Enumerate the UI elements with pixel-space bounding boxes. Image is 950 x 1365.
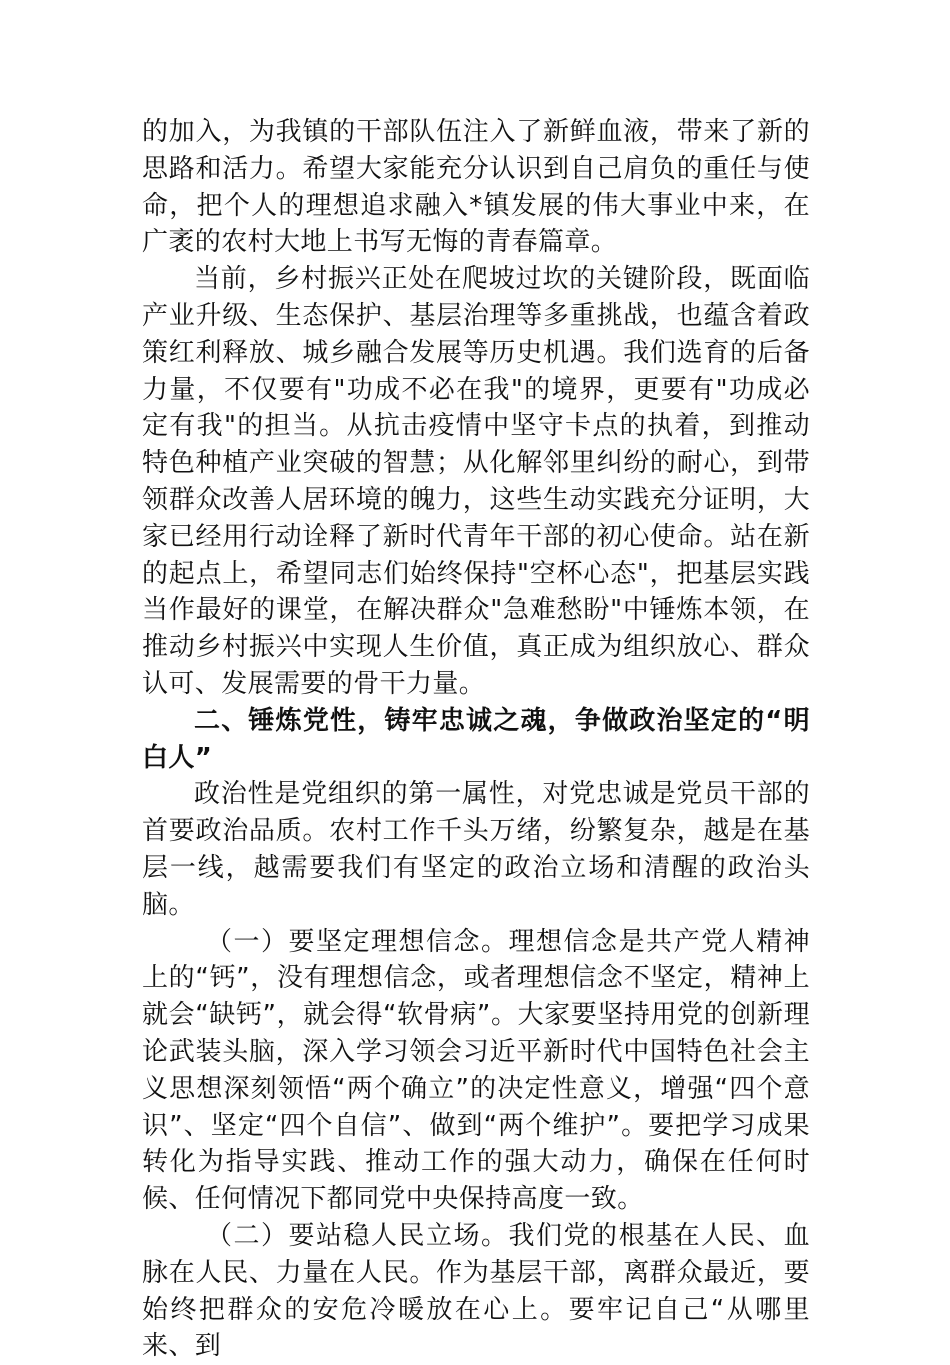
subsection-one-paragraph: （一）要坚定理想信念。理想信念是共产党人精神上的“钙”，没有理想信念，或者理想信念不坚定，精神上就会“缺钙”，就会得“软骨病”。大家要坚持用党的创新理论武装头脑，深入学习领会习近平新时代中国特色社会主义思想深刻领悟“两个确立”的决定性意义，增强“四个意识”、坚定“四个自信”、做到“两个维护”。要把学习成果转化为指导实践、推动工作的强大动力，确保在任何时候、任何情况下都同党中央保持高度一致。 [142, 926, 810, 1215]
political-paragraph: 政治性是党组织的第一属性，对党忠诚是党员干部的首要政治品质。农村工作千头万绪，纷繁复杂，越是在基层一线，越需要我们有坚定的政治立场和清醒的政治头脑。 [142, 779, 810, 920]
continuation-paragraph: 的加入，为我镇的干部队伍注入了新鲜血液，带来了新的思路和活力。希望大家能充分认识到自己肩负的重任与使命，把个人的理想追求融入*镇发展的伟大事业中来，在广袤的农村大地上书写无悔的青春篇章。 [142, 117, 810, 258]
document-page [142, 114, 810, 1365]
subsection-two-paragraph: （二）要站稳人民立场。我们党的根基在人民、血脉在人民、力量在人民。作为基层干部，离群众最近，要始终把群众的安危冷暖放在心上。要牢记自己“从哪里来、到 [142, 1220, 810, 1362]
current-situation-paragraph: 当前，乡村振兴正处在爬坡过坎的关键阶段，既面临产业升级、生态保护、基层治理等多重挑战，也蕴含着政策红利释放、城乡融合发展等历史机遇。我们选育的后备力量，不仅要有"功成不必在我"的境界，更要有"功成必定有我"的担当。从抗击疫情中坚守卡点的执着，到推动特色种植产业突破的智慧；从化解邻里纠纷的耐心，到带领群众改善人居环境的魄力，这些生动实践充分证明，大家已经用行动诠释了新时代青年干部的初心使命。站在新的起点上，希望同志们始终保持"空杯心态"，把基层实践当作最好的课堂，在解决群众"急难愁盼"中锤炼本领，在推动乡村振兴中实现人生价值，真正成为组织放心、群众认可、发展需要的骨干力量。 [142, 264, 810, 699]
section-two-heading: 二、锤炼党性，铸牢忠诚之魂，争做政治坚定的“明白人” [142, 705, 810, 773]
